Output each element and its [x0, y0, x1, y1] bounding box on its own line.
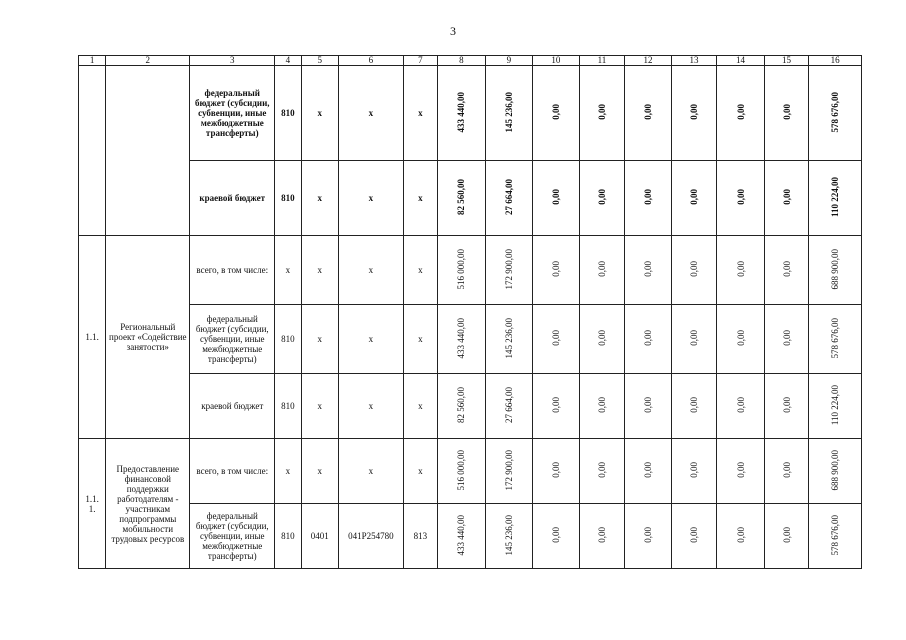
target-article-cell: x	[338, 374, 403, 439]
amount-cell: 0,00	[717, 305, 765, 374]
amount-cell: 0,00	[579, 439, 625, 504]
amount-cell: 82 560,00	[438, 374, 486, 439]
table-row	[79, 66, 862, 161]
amount-cell: 0,00	[671, 66, 717, 161]
table-row	[79, 236, 862, 305]
amount-cell: 516 000,00	[438, 236, 486, 305]
amount-cell: 0,00	[533, 305, 580, 374]
total-cell: 110 224,00	[809, 161, 862, 236]
amount-cell: 0,00	[717, 236, 765, 305]
expense-type-cell: x	[403, 305, 437, 374]
amount-cell: 0,00	[579, 374, 625, 439]
item-name-cell: Предоставление финансовой поддержки работодателям - участникам подпрограммы мобильности трудовых ресурсов	[106, 439, 190, 569]
amount-cell: 0,00	[625, 66, 672, 161]
column-number: 15	[764, 56, 809, 66]
amount-cell: 0,00	[764, 66, 809, 161]
amount-cell: 172 900,00	[485, 236, 533, 305]
funding-source-cell: федеральный бюджет (субсидии, субвенции, иные межбюджетные трансферты)	[190, 504, 275, 569]
amount-cell: 0,00	[625, 305, 672, 374]
item-name-cell: Региональный проект «Содействие занятости»	[106, 236, 190, 439]
section-code-cell: x	[301, 161, 338, 236]
column-number: 12	[625, 56, 672, 66]
amount-cell: 82 560,00	[438, 161, 486, 236]
total-cell: 110 224,00	[809, 374, 862, 439]
section-code-cell: x	[301, 374, 338, 439]
total-cell: 578 676,00	[809, 66, 862, 161]
amount-cell: 0,00	[764, 504, 809, 569]
amount-cell: 0,00	[764, 161, 809, 236]
expense-type-cell: 813	[403, 504, 437, 569]
grbs-code-cell: 810	[275, 504, 301, 569]
column-number: 2	[106, 56, 190, 66]
funding-source-cell: краевой бюджет	[190, 374, 275, 439]
grbs-code-cell: 810	[275, 161, 301, 236]
table-row	[79, 305, 862, 374]
target-article-cell: x	[338, 66, 403, 161]
amount-cell: 0,00	[625, 236, 672, 305]
amount-cell: 0,00	[764, 305, 809, 374]
column-number: 10	[533, 56, 580, 66]
column-number: 3	[190, 56, 275, 66]
item-name-cell	[106, 66, 190, 236]
column-number: 4	[275, 56, 301, 66]
amount-cell: 0,00	[579, 305, 625, 374]
section-code-cell: 0401	[301, 504, 338, 569]
table-row	[79, 374, 862, 439]
expense-type-cell: x	[403, 236, 437, 305]
column-number: 14	[717, 56, 765, 66]
grbs-code-cell: x	[275, 439, 301, 504]
amount-cell: 0,00	[533, 161, 580, 236]
column-number: 1	[79, 56, 106, 66]
column-number: 16	[809, 56, 862, 66]
section-code-cell: x	[301, 236, 338, 305]
expense-type-cell: x	[403, 66, 437, 161]
column-number: 11	[579, 56, 625, 66]
column-number: 8	[438, 56, 486, 66]
amount-cell: 0,00	[764, 236, 809, 305]
total-cell: 688 900,00	[809, 236, 862, 305]
amount-cell: 0,00	[579, 236, 625, 305]
amount-cell: 172 900,00	[485, 439, 533, 504]
target-article-cell: x	[338, 305, 403, 374]
amount-cell: 0,00	[579, 161, 625, 236]
amount-cell: 0,00	[671, 305, 717, 374]
amount-cell: 0,00	[671, 504, 717, 569]
page-number: 3	[450, 24, 456, 38]
amount-cell: 0,00	[533, 236, 580, 305]
table-row	[79, 439, 862, 504]
expense-type-cell: x	[403, 439, 437, 504]
amount-cell: 0,00	[717, 66, 765, 161]
grbs-code-cell: x	[275, 236, 301, 305]
column-number: 7	[403, 56, 437, 66]
table-row	[79, 161, 862, 236]
budget-table	[78, 55, 862, 569]
amount-cell: 0,00	[764, 374, 809, 439]
section-code-cell: x	[301, 305, 338, 374]
target-article-cell: x	[338, 439, 403, 504]
amount-cell: 145 236,00	[485, 66, 533, 161]
grbs-code-cell: 810	[275, 66, 301, 161]
funding-source-cell: краевой бюджет	[190, 161, 275, 236]
amount-cell: 27 664,00	[485, 374, 533, 439]
amount-cell: 0,00	[671, 374, 717, 439]
funding-source-cell: всего, в том числе:	[190, 439, 275, 504]
amount-cell: 0,00	[625, 439, 672, 504]
amount-cell: 145 236,00	[485, 305, 533, 374]
amount-cell: 0,00	[625, 374, 672, 439]
grbs-code-cell: 810	[275, 374, 301, 439]
row-number-cell	[79, 66, 106, 236]
table-row	[79, 504, 862, 569]
amount-cell: 516 000,00	[438, 439, 486, 504]
section-code-cell: x	[301, 66, 338, 161]
expense-type-cell: x	[403, 374, 437, 439]
funding-source-cell: федеральный бюджет (субсидии, субвенции, иные межбюджетные трансферты)	[190, 305, 275, 374]
column-number-row	[79, 56, 862, 66]
amount-cell: 0,00	[671, 236, 717, 305]
funding-source-cell: федеральный бюджет (субсидии, субвенции, иные межбюджетные трансферты)	[190, 66, 275, 161]
grbs-code-cell: 810	[275, 305, 301, 374]
amount-cell: 0,00	[533, 66, 580, 161]
amount-cell: 433 440,00	[438, 504, 486, 569]
amount-cell: 145 236,00	[485, 504, 533, 569]
total-cell: 578 676,00	[809, 305, 862, 374]
amount-cell: 0,00	[671, 161, 717, 236]
amount-cell: 0,00	[625, 504, 672, 569]
amount-cell: 0,00	[533, 374, 580, 439]
amount-cell: 0,00	[533, 504, 580, 569]
row-number-cell: 1.1. 1.	[79, 439, 106, 569]
column-number: 5	[301, 56, 338, 66]
amount-cell: 0,00	[764, 439, 809, 504]
amount-cell: 0,00	[625, 161, 672, 236]
amount-cell: 0,00	[717, 504, 765, 569]
amount-cell: 0,00	[717, 374, 765, 439]
amount-cell: 0,00	[579, 66, 625, 161]
target-article-cell: 041P254780	[338, 504, 403, 569]
target-article-cell: x	[338, 236, 403, 305]
amount-cell: 27 664,00	[485, 161, 533, 236]
target-article-cell: x	[338, 161, 403, 236]
funding-source-cell: всего, в том числе:	[190, 236, 275, 305]
amount-cell: 433 440,00	[438, 305, 486, 374]
column-number: 6	[338, 56, 403, 66]
amount-cell: 0,00	[671, 439, 717, 504]
expense-type-cell: x	[403, 161, 437, 236]
total-cell: 578 676,00	[809, 504, 862, 569]
column-number: 13	[671, 56, 717, 66]
section-code-cell: x	[301, 439, 338, 504]
amount-cell: 0,00	[717, 439, 765, 504]
amount-cell: 0,00	[717, 161, 765, 236]
amount-cell: 433 440,00	[438, 66, 486, 161]
row-number-cell: 1.1.	[79, 236, 106, 439]
column-number: 9	[485, 56, 533, 66]
amount-cell: 0,00	[579, 504, 625, 569]
amount-cell: 0,00	[533, 439, 580, 504]
total-cell: 688 900,00	[809, 439, 862, 504]
